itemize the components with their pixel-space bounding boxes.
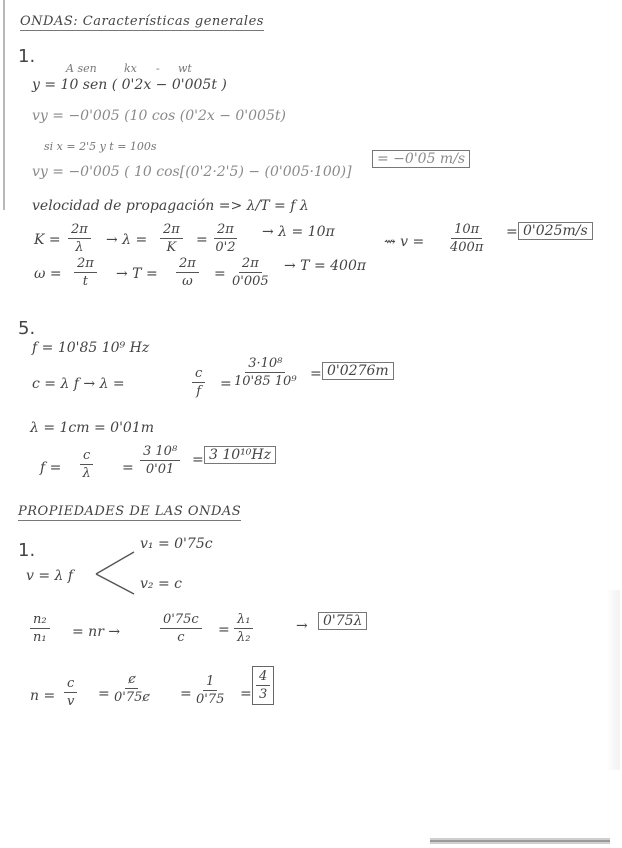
fraction-frequency-value [140, 444, 180, 477]
equals-sign-1: = [196, 232, 208, 248]
fraction-lr-num: λ₁ [234, 612, 253, 629]
wavelength-given: λ = 1cm = 0'01m [30, 420, 155, 436]
fraction-k [68, 222, 91, 255]
frequency-line: f = 10'85 10⁹ Hz [32, 340, 150, 356]
fraction-lambda2-den: 0'2 [215, 240, 236, 255]
fraction-c-over-f [192, 366, 205, 399]
fraction-cf-den: f [196, 384, 202, 399]
k-label: K = [34, 232, 61, 248]
fraction-n-c-over-v [64, 676, 77, 709]
result-vy: = −0'05 m/s [372, 150, 470, 168]
arrow-lambda: → λ = [106, 232, 148, 248]
fraction-period-den: ω [182, 274, 193, 289]
equals-sign-2: = [214, 266, 226, 282]
fraction-lambda [160, 222, 183, 255]
fraction-n-numeric [196, 674, 224, 707]
fraction-cl-num: c [80, 448, 93, 465]
equation-y: y = 10 sen ( 0'2x − 0'005t ) [32, 77, 227, 93]
equation-vy-substituted: vy = −0'005 ( 10 cos[(0'2·2'5) − (0'005·100)] [32, 164, 352, 180]
annotation-minus: - [156, 62, 160, 75]
fraction-period [176, 256, 199, 289]
equals-sign-11: = [240, 686, 252, 702]
fraction-nc-den: 0'75ȼ [114, 690, 150, 705]
equals-sign-7: = [192, 452, 204, 468]
fraction-nc-num: ȼ [125, 672, 138, 689]
problem-number-1: 1. [18, 46, 36, 67]
fraction-cl-den: λ [82, 466, 91, 481]
lambda-result: → λ = 10π [262, 224, 335, 240]
equals-sign-5: = [310, 366, 322, 382]
fraction-k-den: λ [75, 240, 84, 255]
period-result: → T = 400π [284, 258, 367, 274]
equals-sign-4: = [220, 376, 232, 392]
fraction-refractive-ratio [30, 612, 50, 645]
propagation-velocity-line: velocidad de propagación => λ/T = f λ [32, 198, 309, 214]
section-title-ondas: ONDAS: Características generales [20, 14, 264, 29]
annotation-wt: wt [178, 62, 192, 75]
wavelength-ratio-result: 0'75λ [318, 612, 367, 630]
fraction-wavelength-value [234, 356, 297, 389]
annotation-a-sen: A sen [66, 62, 97, 75]
fraction-vr-num: 0'75c [160, 612, 202, 629]
fraction-velocity [450, 222, 483, 255]
bottom-edge-line [430, 840, 610, 842]
fraction-period2-den: 0'005 [232, 274, 269, 289]
equals-sign-3: = [506, 224, 518, 240]
fraction-period2-num: 2π [239, 256, 262, 273]
fraction-lambda-num: 2π [160, 222, 183, 239]
page-edge-shadow [606, 590, 620, 770]
fraction-lambda2-num: 2π [214, 222, 237, 239]
fraction-velocity-num: 10π [451, 222, 482, 239]
annotation-kx: kx [124, 62, 137, 75]
margin-line [3, 0, 5, 210]
refractive-index-result [252, 666, 274, 705]
fraction-omega-den: t [82, 274, 89, 289]
fraction-ncv-den: v [66, 694, 75, 709]
fraction-lambda-den: K [166, 240, 177, 255]
velocity-medium-2: v₂ = c [140, 576, 182, 592]
section-title-propiedades: PROPIEDADES DE LAS ONDAS [18, 504, 242, 519]
equation-vy: vy = −0'005 (10 cos (0'2x − 0'005t) [32, 108, 286, 124]
fraction-n-cancel [114, 672, 150, 705]
result-fraction-num: 4 [256, 669, 270, 686]
omega-label: ω = [34, 266, 62, 282]
fraction-ncv-num: c [64, 676, 77, 693]
refractive-index-label: n = [30, 688, 56, 704]
problem-number-5: 5. [18, 318, 36, 339]
fraction-wavelength-ratio [234, 612, 253, 645]
fraction-cf-num: c [192, 366, 205, 383]
fraction-velocity-den: 400π [450, 240, 484, 255]
frequency-result: 3 10¹⁰Hz [204, 446, 276, 464]
result-fraction-den: 3 [259, 687, 268, 702]
equals-sign-9: = [98, 686, 110, 702]
velocity-label: ⇝ v = [384, 234, 425, 250]
branch-lines [94, 548, 138, 598]
fraction-period-num: 2π [176, 256, 199, 273]
fraction-fv-num: 3 10⁸ [140, 444, 180, 461]
fraction-period-2 [232, 256, 269, 289]
fraction-lr-den: λ₂ [237, 630, 251, 645]
problem-number-1b: 1. [18, 540, 36, 561]
condition-line: si x = 2'5 y t = 100s [44, 140, 157, 153]
fraction-wv-den: 10'85 10⁹ [234, 374, 297, 389]
fraction-rr-num: n₂ [30, 612, 50, 629]
fraction-k-num: 2π [68, 222, 91, 239]
velocity-result: 0'025m/s [518, 222, 593, 240]
arrow-period: → T = [116, 266, 158, 282]
fraction-nn-den: 0'75 [196, 692, 225, 707]
wavelength-relation: c = λ f → λ = [32, 376, 125, 392]
relative-index-label: = nr → [72, 624, 121, 640]
fraction-c-over-lambda [80, 448, 93, 481]
fraction-omega-num: 2π [74, 256, 97, 273]
equals-sign-10: = [180, 686, 192, 702]
fraction-fv-den: 0'01 [145, 462, 175, 477]
fraction-velocity-ratio [160, 612, 202, 645]
fraction-rr-den: n₁ [33, 630, 47, 645]
equals-sign-8: = [218, 622, 230, 638]
velocity-medium-1: v₁ = 0'75c [140, 536, 213, 552]
fraction-vr-den: c [177, 630, 185, 645]
fraction-lambda-2 [214, 222, 237, 255]
fraction-nn-num: 1 [203, 674, 217, 691]
fraction-omega [74, 256, 97, 289]
arrow-result: → [296, 618, 308, 634]
velocity-relation: v = λ f [26, 568, 74, 584]
fraction-wv-num: 3·10⁸ [245, 356, 285, 373]
wavelength-result: 0'0276m [322, 362, 394, 380]
f2-label: f = [40, 460, 62, 476]
equals-sign-6: = [122, 460, 134, 476]
